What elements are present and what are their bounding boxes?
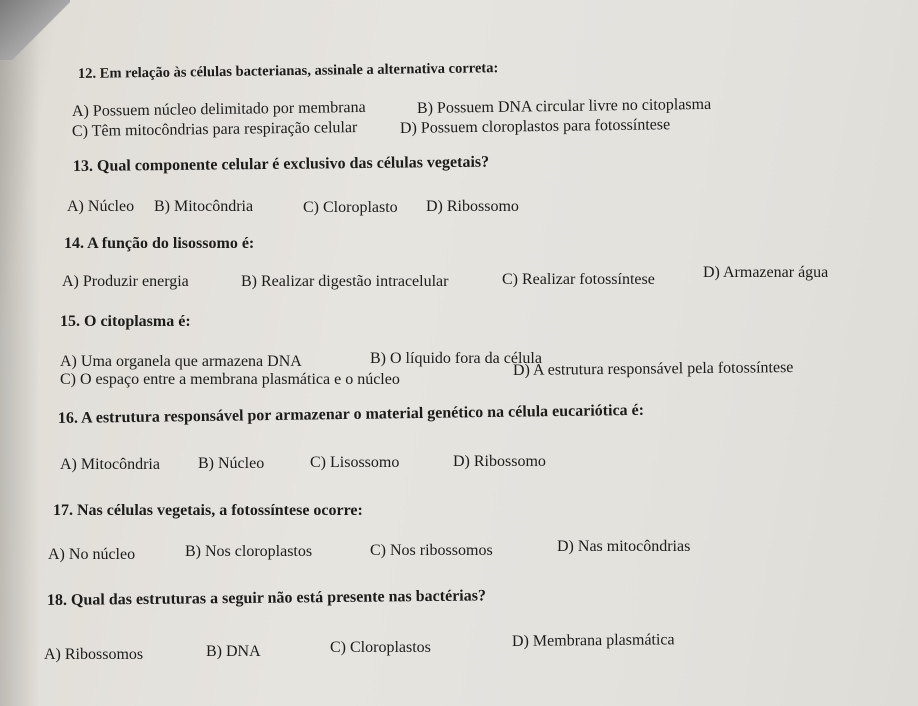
question-17-option-c: C) Nos ribossomos	[370, 542, 493, 559]
question-18-option-a: A) Ribossomos	[44, 646, 144, 663]
page-edge-shadow	[0, 0, 40, 706]
question-16-option-b: B) Núcleo	[198, 455, 265, 472]
question-12-option-d: D) Possuem cloroplastos para fotossíntese	[399, 116, 671, 137]
page-corner	[0, 0, 70, 60]
question-18-title: 18. Qual das estruturas a seguir não está presente nas bactérias?	[46, 587, 487, 609]
question-15-option-a: A) Uma organela que armazena DNA	[60, 353, 302, 370]
question-16-title: 16. A estrutura responsável por armazenar o material genético na célula eucariótica é:	[57, 401, 645, 427]
question-16-option-a: A) Mitocôndria	[60, 456, 160, 473]
question-17-option-d: D) Nas mitocôndrias	[557, 538, 691, 555]
question-13-option-d: D) Ribossomo	[426, 198, 519, 215]
question-17-title: 17. Nas células vegetais, a fotossíntese ocorre:	[53, 502, 363, 519]
question-18-option-b: B) DNA	[206, 643, 261, 660]
question-14-option-c: C) Realizar fotossíntese	[502, 271, 655, 288]
question-16-option-c: C) Lisossomo	[310, 454, 400, 471]
question-14-title: 14. A função do lisossomo é:	[64, 235, 255, 252]
question-13-option-c: C) Cloroplasto	[303, 199, 398, 216]
question-18-option-c: C) Cloroplastos	[330, 639, 431, 656]
question-15-title: 15. O citoplasma é:	[60, 313, 191, 330]
question-15-option-c: C) O espaço entre a membrana plasmática e o núcleo	[60, 371, 400, 388]
question-18-option-d: D) Membrana plasmática	[511, 631, 675, 650]
question-12-title: 12. Em relação às células bacterianas, assinale a alternativa correta:	[77, 60, 499, 82]
question-13-option-a: A) Núcleo	[67, 198, 135, 215]
question-17-option-b: B) Nos cloroplastos	[185, 543, 313, 560]
question-13-title: 13. Qual componente celular é exclusivo das células vegetais?	[72, 153, 490, 175]
question-17-option-a: A) No núcleo	[48, 546, 136, 563]
question-15-option-b: B) O líquido fora da célula	[370, 350, 542, 367]
question-15-option-d: D) A estrutura responsável pela fotossíntese	[512, 359, 794, 379]
question-12-option-a: A) Possuem núcleo delimitado por membrana	[71, 98, 366, 120]
question-12-option-b: B) Possuem DNA circular livre no citoplasma	[416, 95, 712, 117]
question-12-option-c: C) Têm mitocôndrias para respiração celular	[71, 119, 358, 140]
question-14-option-d: D) Armazenar água	[703, 264, 829, 281]
question-14-option-b: B) Realizar digestão intracelular	[241, 273, 449, 290]
question-16-option-d: D) Ribossomo	[453, 453, 546, 470]
question-14-option-a: A) Produzir energia	[62, 273, 189, 290]
question-13-option-b: B) Mitocôndria	[154, 198, 254, 215]
